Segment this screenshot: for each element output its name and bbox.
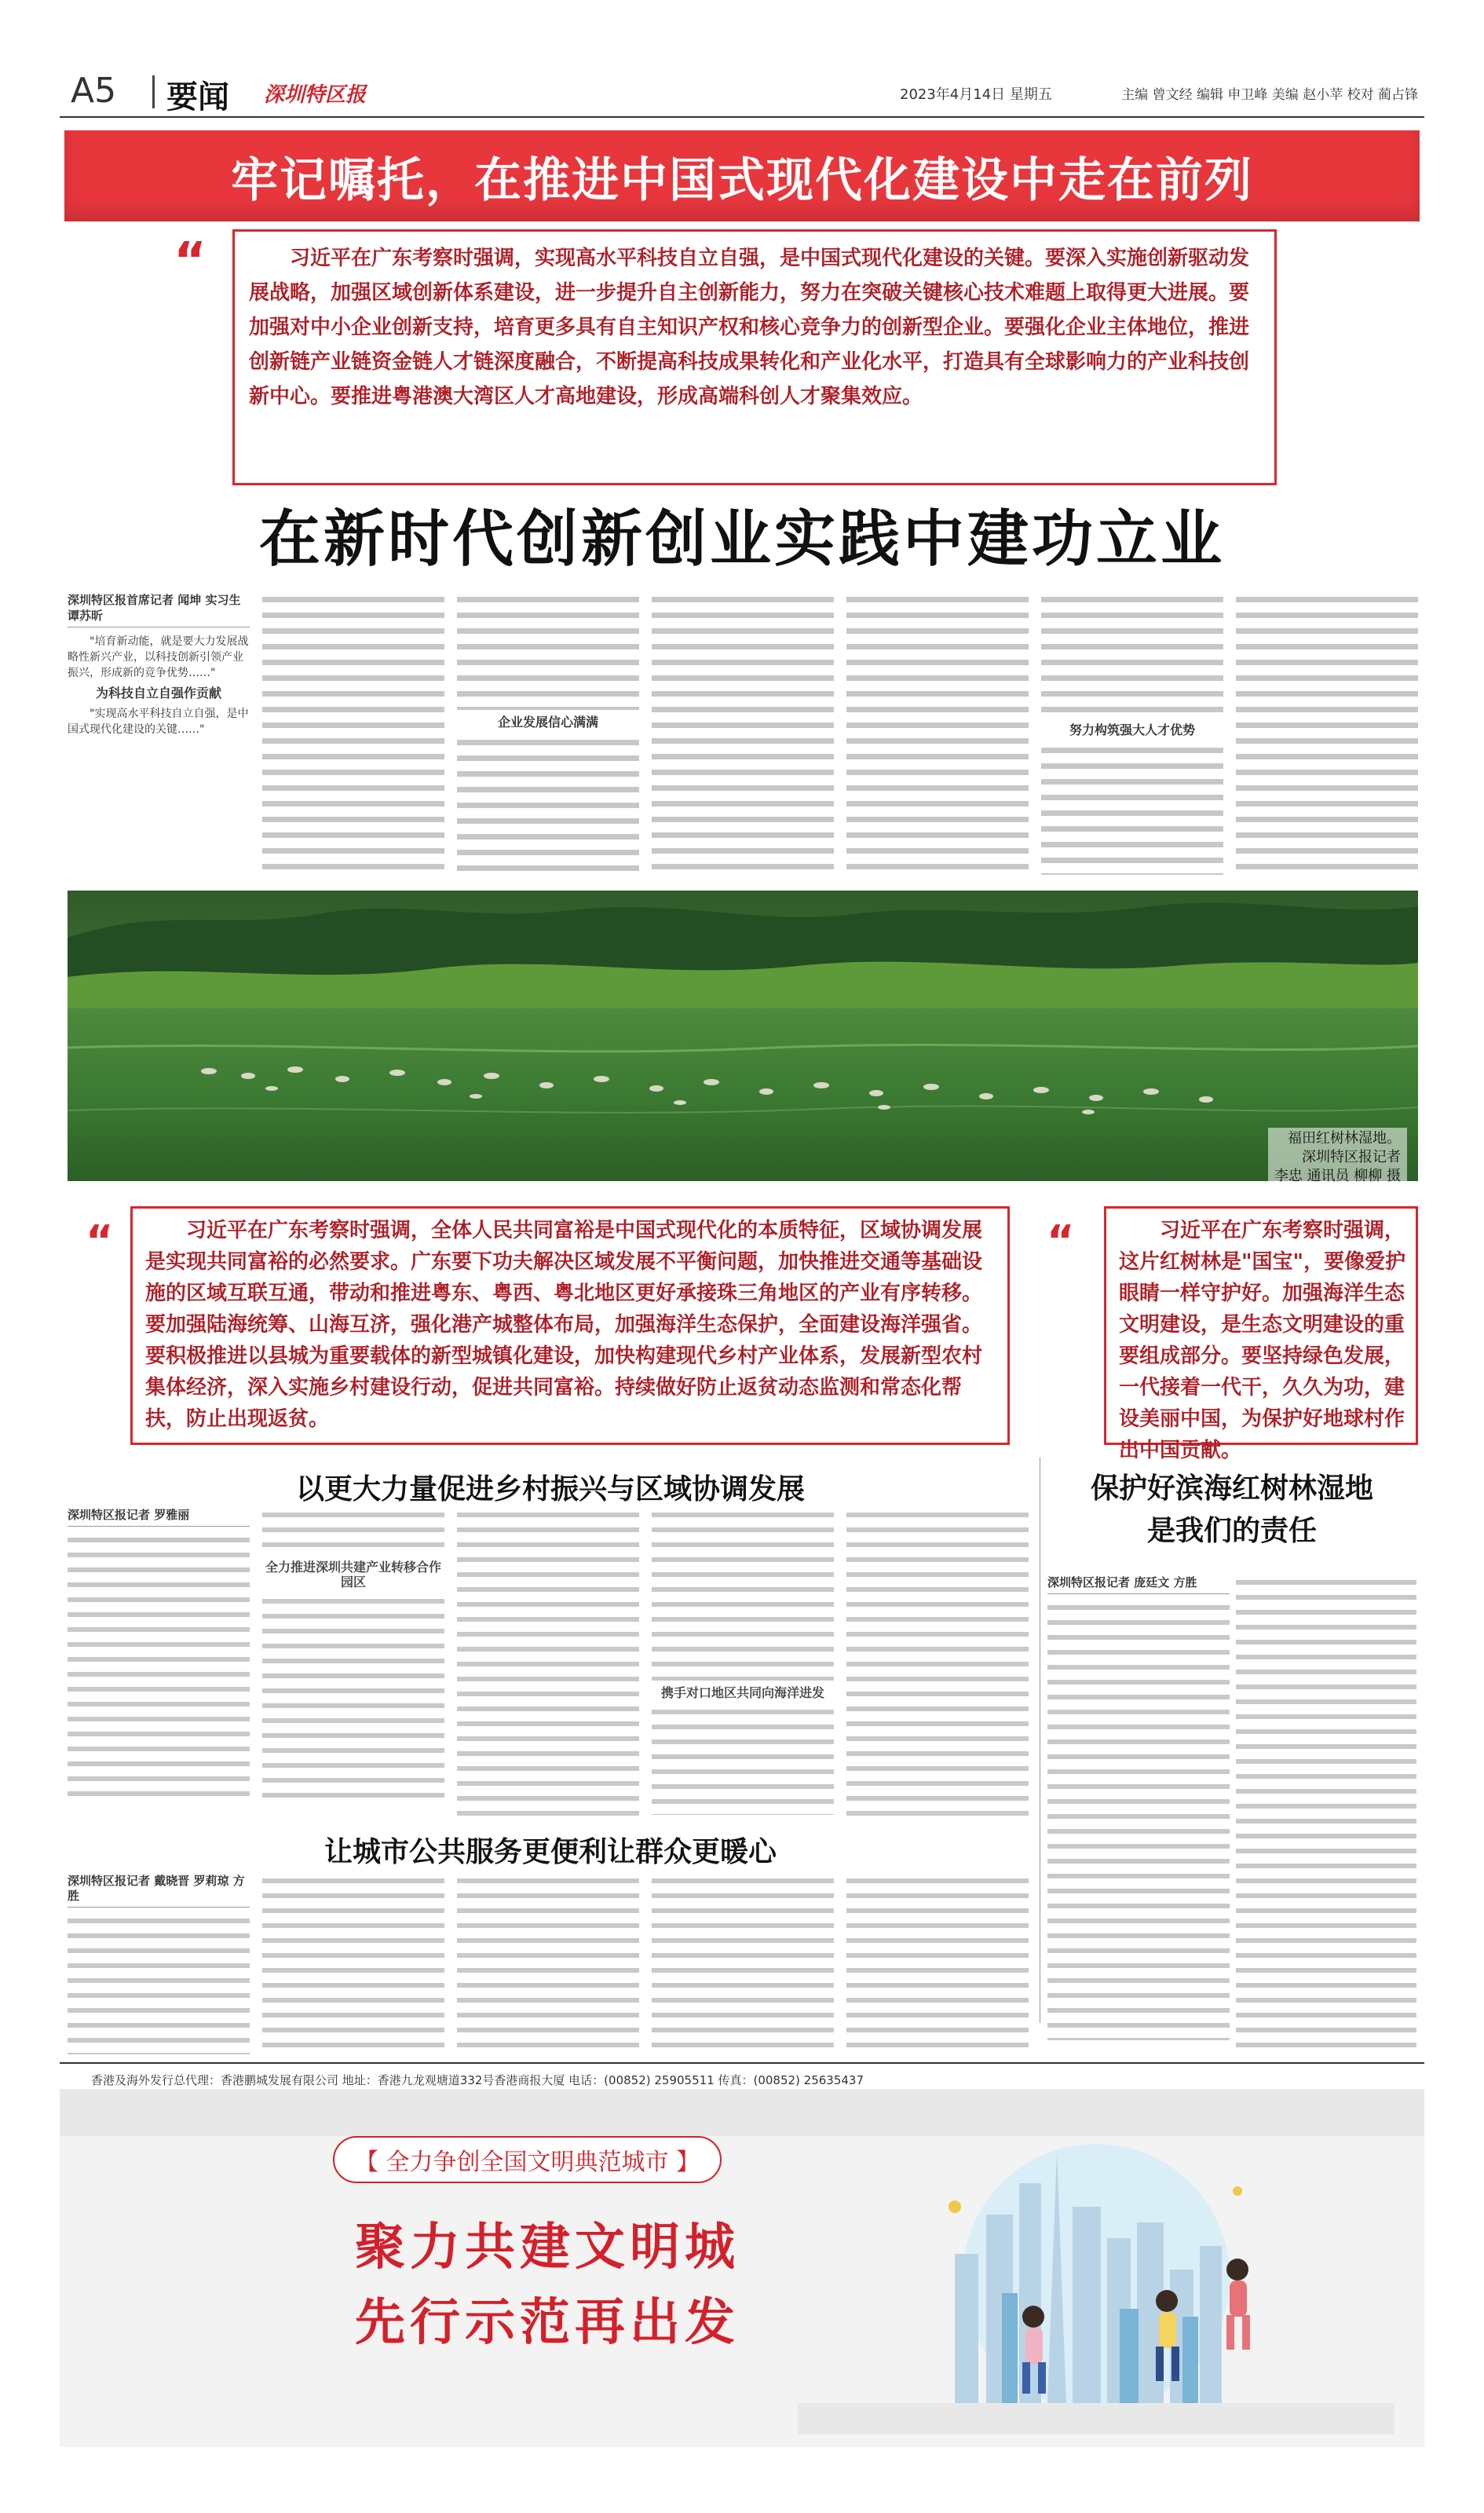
article-column xyxy=(262,592,444,875)
title-line: 是我们的责任 xyxy=(1146,1514,1317,1547)
article-body-lines xyxy=(457,592,639,710)
issue-date: 2023年4月14日 星期五 xyxy=(900,86,1052,103)
quote-text: 习近平在广东考察时强调，实现高水平科技自立自强，是中国式现代化建设的关键。要深入实施创新驱动发展战略，加强区域创新体系建设，进一步提升自主创新能力，努力在突破关键核心技术难题上取得更大进展。要加强对中小企业创新支持，培育更多具有自主知识产权和核心竞争力的创新型企业。要强化企业主体地位，推进创新链产业链资金链人才链深度融合，不断提高科技成果转化和产业化水平，打造具有全球影响力的产业科技创新中心。要推进粤港澳大湾区人才高地建设，形成高端科创人才聚集效应。 xyxy=(249,247,1250,408)
article-body-lines xyxy=(652,592,834,875)
article-body-lines xyxy=(262,592,444,875)
paper-name: 深圳特区报 xyxy=(264,83,367,107)
article-column xyxy=(68,1874,250,2054)
article-body-lines xyxy=(1236,1575,1416,2054)
quote-mark-icon: “ xyxy=(86,1216,114,1266)
article-rural-columns xyxy=(68,1508,1033,1819)
ad-headline-line2: 先行示范再出发 xyxy=(355,2294,740,2352)
section-name: 要闻 xyxy=(166,79,229,115)
article-column xyxy=(262,1508,444,1819)
quote-box-mangrove xyxy=(1047,1206,1418,1462)
article-column xyxy=(1236,592,1418,875)
article-body-lines xyxy=(652,1705,834,1815)
page-number: A5 xyxy=(71,71,117,111)
article-column xyxy=(652,1508,834,1819)
article-column xyxy=(846,592,1029,875)
article-body-lines xyxy=(846,592,1029,875)
article-body-lines xyxy=(262,1874,444,2054)
article-body-lines xyxy=(68,1914,250,2054)
article-subhead: 携手对口地区共同向海洋进发 xyxy=(660,1685,824,1700)
article-body-lines xyxy=(1236,592,1418,875)
article-body-lines xyxy=(262,1594,444,1806)
article-column xyxy=(1047,1575,1230,2054)
article-column xyxy=(457,592,639,875)
article-byline: 深圳特区报记者 庞廷文 方胜 xyxy=(1047,1575,1230,1594)
article-title-mangrove xyxy=(1047,1467,1416,1552)
editor-credits: 主编 曾文经 编辑 申卫峰 美编 赵小苹 校对 蔺占锋 xyxy=(1121,87,1418,103)
article-byline: 深圳特区报记者 戴晓晋 罗莉琼 方胜 xyxy=(68,1874,250,1908)
article-body-lines xyxy=(457,1874,639,2054)
article-subhead: 企业发展信心满满 xyxy=(497,715,598,730)
banner-title: 牢记嘱托，在推进中国式现代化建设中走在前列 xyxy=(231,153,1253,208)
article-byline: 深圳特区报首席记者 闻坤 实习生 谭苏昕 xyxy=(68,592,250,627)
quote-mark-icon: “ xyxy=(1047,1216,1075,1266)
article-body-lines xyxy=(457,735,639,875)
ad-headline-line1: 聚力共建文明城 xyxy=(355,2219,740,2277)
title-line: 保护好滨海红树林湿地 xyxy=(1090,1472,1373,1505)
article-paragraph: "培育新动能，就是要大力发展战略性新兴产业，以科技创新引领产业振兴，形成新的竞争优势……" xyxy=(68,635,249,679)
article-column xyxy=(262,1874,444,2054)
article-column xyxy=(68,592,250,875)
article-body-lines xyxy=(1041,743,1223,875)
footer-rule xyxy=(60,2062,1424,2064)
article-column xyxy=(846,1874,1029,2054)
article-body-lines xyxy=(846,1874,1029,2054)
caption-line: 深圳特区报记者 xyxy=(1302,1149,1401,1165)
newspaper-page xyxy=(60,68,1424,2087)
top-banner xyxy=(64,130,1420,221)
article-column xyxy=(652,592,834,875)
ad-slogan-pill: 【 全力争创全国文明典范城市 】 xyxy=(333,2136,722,2183)
quote-box-innovation xyxy=(174,229,1277,485)
mangrove-wetland-photo xyxy=(68,891,1418,1181)
article-body-lines xyxy=(652,1874,834,2054)
article-subhead: 全力推进深圳共建产业转移合作园区 xyxy=(265,1560,441,1589)
header-divider xyxy=(152,75,155,108)
article-body-lines xyxy=(457,1508,639,1819)
quote-text: 习近平在广东考察时强调，全体人民共同富裕是中国式现代化的本质特征，区域协调发展是实现共同富裕的必然要求。广东要下功夫解决区域发展不平衡问题，加快推进交通等基础设施的区域互联互通，带动和推进粤东、粤西、粤北地区更好承接珠三角地区的产业有序转移。要加强陆海统筹、山海互济，强化港产城整体布局，加强海洋生态保护，全面建设海洋强省。要积极推进以县城为重要载体的新型城镇化建设，加快构建现代乡村产业体系，发展新型农村集体经济，深入实施乡村建设行动，促进共同富裕。持续做好防止返贫动态监测和常态化帮扶，防止出现返贫。 xyxy=(145,1219,983,1431)
photo-caption xyxy=(1268,1128,1407,1187)
article-column xyxy=(652,1874,834,2054)
footer-info: 香港及海外发行总代理：香港鹏城发展有限公司 地址：香港九龙观塘道332号香港商报大厦 电话：(00852) 25905511 传真：(00852) 25635437 xyxy=(91,2073,864,2087)
article-subhead: 努力构筑强大人才优势 xyxy=(1069,722,1195,737)
article-column xyxy=(846,1508,1029,1819)
wetland-photo-image xyxy=(68,891,1418,1181)
article-body-lines xyxy=(1041,592,1223,718)
caption-line: 李忠 通讯员 柳柳 摄 xyxy=(1274,1168,1401,1184)
article-subhead: 为科技自立自强作贡献 xyxy=(95,686,221,700)
article-paragraph: "实现高水平科技自立自强，是中国式现代化建设的关键……" xyxy=(68,708,249,736)
quote-text: 习近平在广东考察时强调，这片红树林是"国宝"，要像爱护眼睛一样守护好。加强海洋生态文明建设，是生态文明建设的重要组成部分。要坚持绿色发展，一代接着一代干，久久为功，建设美丽中国，为保护好地球村作出中国贡献。 xyxy=(1119,1219,1406,1462)
article-mangrove-columns xyxy=(1047,1575,1416,2054)
article-column xyxy=(457,1508,639,1819)
article-columns xyxy=(68,592,1418,875)
article-body-lines xyxy=(846,1508,1029,1819)
article-column xyxy=(1236,1575,1416,2054)
article-body-lines xyxy=(262,1508,444,1555)
article-body-lines xyxy=(1047,1600,1230,2040)
city-skyline-illustration xyxy=(798,2120,1394,2434)
header-rule xyxy=(60,116,1424,118)
article-title-rural: 以更大力量促进乡村振兴与区域协调发展 xyxy=(295,1472,805,1505)
article-title-public-service: 让城市公共服务更便利让群众更暖心 xyxy=(323,1835,777,1868)
main-headline: 在新时代创新创业实践中建功立业 xyxy=(258,504,1225,575)
article-byline: 深圳特区报记者 罗雅丽 xyxy=(68,1508,250,1527)
page-header xyxy=(60,68,1424,118)
quote-mark-icon: “ xyxy=(174,232,207,291)
article-column xyxy=(68,1508,250,1819)
article-body-lines xyxy=(68,1533,250,1800)
article-column xyxy=(457,1874,639,2054)
civilization-ad xyxy=(60,2089,1424,2447)
caption-line: 福田红树林湿地。 xyxy=(1288,1130,1401,1147)
article-public-service-columns xyxy=(68,1874,1033,2054)
article-body-lines xyxy=(652,1508,834,1681)
article-column xyxy=(1041,592,1223,875)
quote-box-common-prosperity xyxy=(86,1206,1010,1445)
